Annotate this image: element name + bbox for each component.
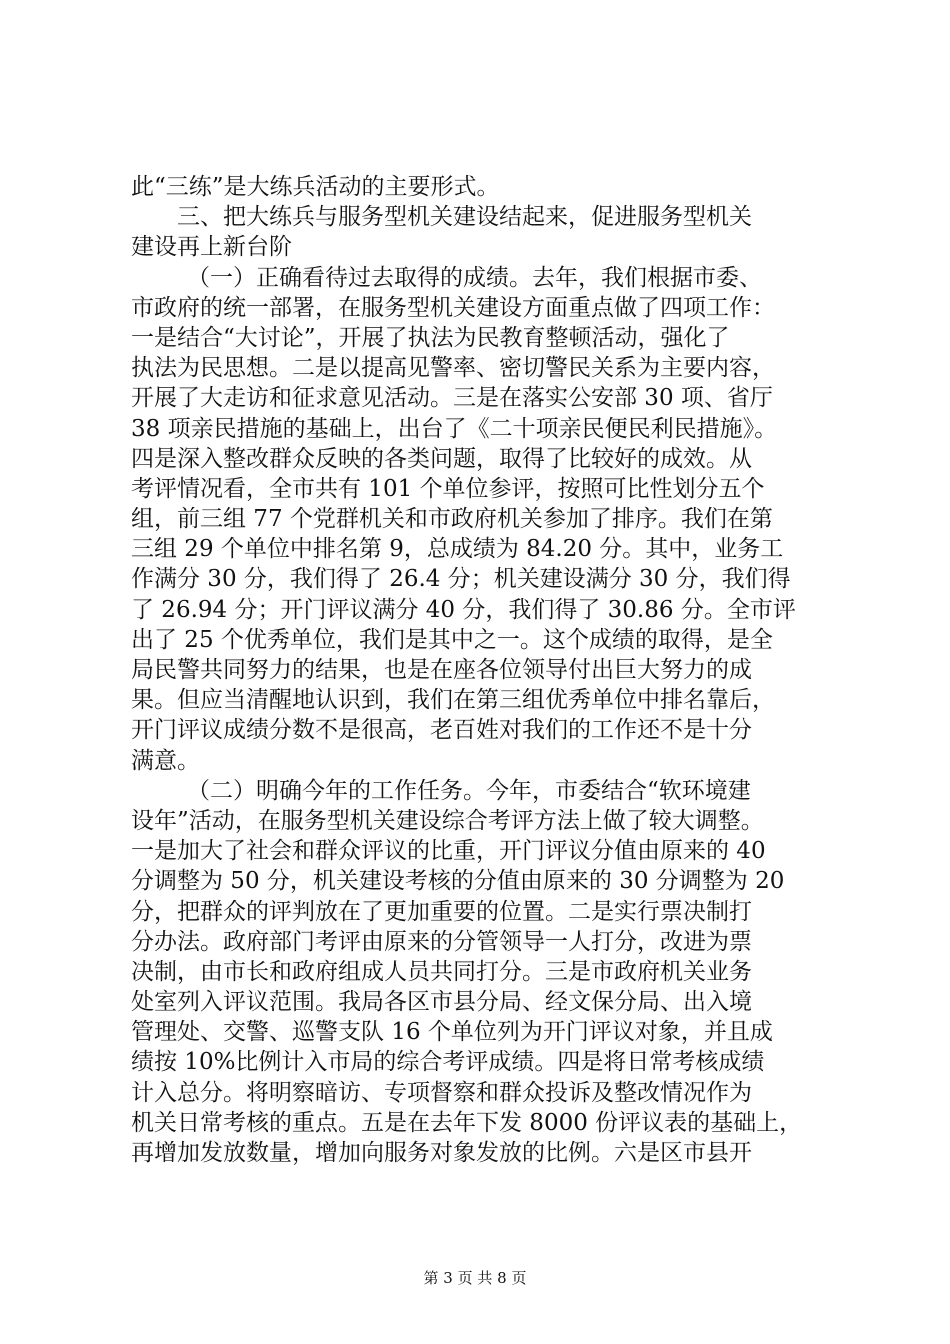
text-line: 分，把群众的评判放在了更加重要的位置。二是实行票决制打 (131, 898, 752, 925)
text-line: 处室列入评议范围。我局各区市县分局、经文保分局、出入境 (131, 989, 752, 1016)
text-line: 考评情况看，全市共有 101 个单位参评，按照可比性划分五个 (131, 475, 765, 502)
text-line: 再增加发放数量，增加向服务对象发放的比例。六是区市县开 (131, 1140, 752, 1166)
text-line: 四是深入整改群众反映的各类问题，取得了比较好的成效。从 (131, 445, 752, 472)
text-line: 决制，由市长和政府组成人员共同打分。三是市政府机关业务 (131, 958, 752, 985)
text-line: 绩按 10%比例计入市局的综合考评成绩。四是将日常考核成绩 (131, 1049, 765, 1076)
document-body (131, 172, 821, 1168)
text-line: 分调整为 50 分，机关建设考核的分值由原来的 30 分调整为 20 (131, 868, 785, 895)
text-line: 设年”活动，在服务型机关建设综合考评方法上做了较大调整。 (131, 807, 764, 834)
text-line: 机关日常考核的重点。五是在去年下发 8000 份评议表的基础上， (131, 1109, 803, 1136)
paragraph-start: （一）正确看待过去取得的成绩。去年，我们根据市委、 (187, 264, 762, 291)
text-line: 果。但应当清醒地认识到，我们在第三组优秀单位中排名靠后， (131, 687, 775, 714)
text-line: 满意。 (131, 747, 200, 774)
text-line: 此“三练”是大练兵活动的主要形式。 (131, 174, 500, 200)
text-line: 管理处、交警、巡警支队 16 个单位列为开门评议对象，并且成 (131, 1019, 773, 1046)
text-line: 执法为民思想。二是以提高见警率、密切警民关系为主要内容， (131, 355, 775, 382)
text-line: 开门评议成绩分数不是很高，老百姓对我们的工作还不是十分 (131, 717, 752, 744)
text-line: 一是加大了社会和群众评议的比重，开门评议分值由原来的 40 (131, 838, 766, 865)
text-line: 市政府的统一部署，在服务型机关建设方面重点做了四项工作： (131, 294, 775, 321)
text-line: 一是结合“大讨论”，开展了执法为民教育整顿活动，强化了 (131, 324, 730, 351)
text-line: 组，前三组 77 个党群机关和市政府机关参加了排序。我们在第 (131, 506, 773, 533)
text-line: 局民警共同努力的结果，也是在座各位领导付出巨大努力的成 (131, 657, 752, 683)
text-line: 了 26.94 分；开门评议满分 40 分，我们得了 30.86 分。全市评 (131, 596, 796, 623)
section-heading: 三、把大练兵与服务型机关建设结起来，促进服务型机关 (177, 204, 752, 231)
text-line: 出了 25 个优秀单位，我们是其中之一。这个成绩的取得，是全 (131, 626, 773, 653)
page-number-footer: 第 3 页 共 8 页 (423, 1269, 527, 1287)
text-line: 三组 29 个单位中排名第 9，总成绩为 84.20 分。其中，业务工 (131, 536, 784, 563)
text-line: 作满分 30 分，我们得了 26.4 分；机关建设满分 30 分，我们得 (131, 566, 791, 593)
text-line: 38 项亲民措施的基础上，出台了《二十项亲民便民利民措施》。 (131, 415, 778, 442)
text-line: 开展了大走访和征求意见活动。三是在落实公安部 30 项、省厅 (131, 385, 773, 412)
text-line: 分办法。政府部门考评由原来的分管领导一人打分，改进为票 (131, 928, 752, 955)
section-heading-continued: 建设再上新台阶 (131, 234, 292, 261)
paragraph-start: （二）明确今年的工作任务。今年，市委结合“软环境建 (187, 777, 751, 804)
text-line: 计入总分。将明察暗访、专项督察和群众投诉及整改情况作为 (131, 1079, 752, 1106)
